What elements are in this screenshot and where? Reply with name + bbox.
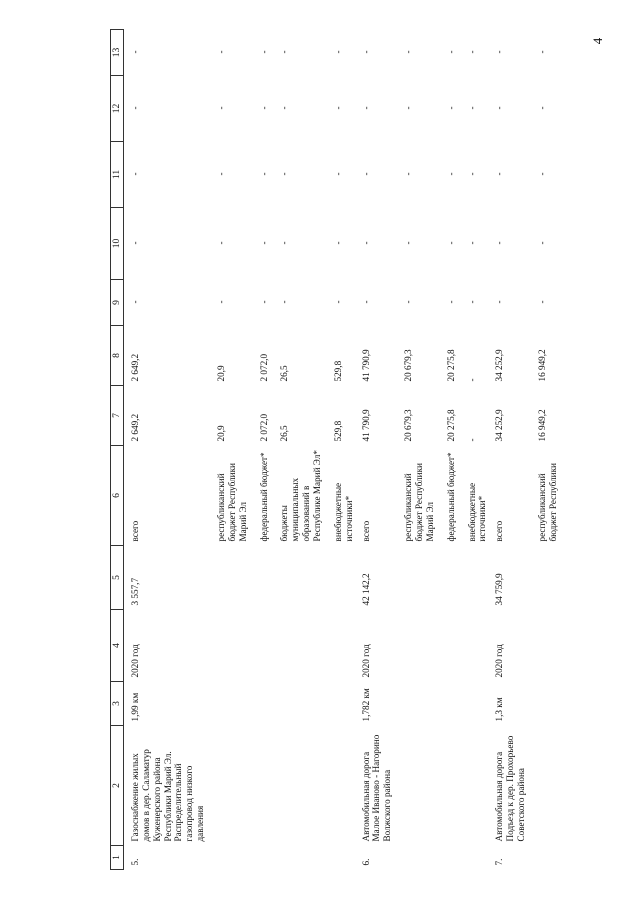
- table-row: [436, 30, 457, 870]
- object-length: 1,782 км: [360, 688, 371, 722]
- value-col-10: -: [494, 241, 505, 245]
- empty-cell: [527, 682, 559, 726]
- empty-cell: [457, 546, 489, 610]
- value-col-13: -: [445, 50, 456, 54]
- value-col-9: -: [445, 300, 456, 304]
- empty-cell: [436, 610, 457, 682]
- table-header: [111, 30, 124, 870]
- value-col-11: -: [130, 172, 140, 176]
- empty-cell: [249, 726, 270, 846]
- value-col-12: -: [279, 106, 290, 110]
- value-col-7: -: [466, 438, 477, 442]
- value-col-10: -: [445, 241, 456, 245]
- value-col-11: -: [216, 172, 227, 176]
- column-header-13: 13: [111, 30, 124, 76]
- value-col-10: -: [332, 241, 343, 245]
- table-row: [355, 30, 394, 870]
- estimated-cost: 3 557,7: [130, 577, 140, 606]
- funding-source: федеральный бюджет*: [258, 452, 269, 542]
- column-header-5: 5: [111, 546, 124, 610]
- empty-cell: [206, 846, 249, 870]
- empty-cell: [323, 846, 355, 870]
- value-col-9: -: [466, 300, 477, 304]
- table-row: [323, 30, 355, 870]
- completion-year: 2020 год: [130, 644, 140, 678]
- estimated-cost: 42 142,2: [360, 573, 371, 606]
- column-header-12: 12: [111, 76, 124, 142]
- table-body: [124, 30, 559, 870]
- funding-source: всего: [360, 520, 371, 542]
- empty-cell: [206, 682, 249, 726]
- row-number: 7.: [494, 858, 505, 866]
- value-col-10: -: [403, 241, 414, 245]
- empty-cell: [393, 610, 436, 682]
- funding-source: внебюджетные источники*: [466, 482, 488, 542]
- value-col-9: -: [258, 300, 269, 304]
- value-col-8: 20 679,3: [403, 349, 414, 382]
- column-header-4: 4: [111, 610, 124, 682]
- value-col-9: -: [360, 300, 371, 304]
- value-col-7: 16 949,2: [536, 409, 547, 442]
- object-length: 1,3 км: [494, 697, 505, 722]
- value-col-11: -: [279, 172, 290, 176]
- value-col-8: -: [466, 378, 477, 382]
- empty-cell: [527, 846, 559, 870]
- funding-source: бюджеты муниципальных образований в Республике Марий Эл*: [279, 450, 323, 542]
- value-col-7: 20 679,3: [403, 409, 414, 442]
- document-page: [110, 30, 558, 870]
- empty-cell: [269, 846, 322, 870]
- empty-cell: [436, 726, 457, 846]
- empty-cell: [269, 610, 322, 682]
- object-length: 1,99 км: [130, 692, 140, 722]
- funding-source: всего: [494, 520, 505, 542]
- empty-cell: [393, 546, 436, 610]
- empty-cell: [269, 726, 322, 846]
- value-col-8: 20 275,8: [445, 349, 456, 382]
- table-row: [527, 30, 559, 870]
- empty-cell: [393, 846, 436, 870]
- table-row: [393, 30, 436, 870]
- completion-year: 2020 год: [494, 644, 505, 678]
- value-col-13: -: [360, 50, 371, 54]
- value-col-8: 34 252,9: [494, 349, 505, 382]
- table-row: [206, 30, 249, 870]
- column-header-11: 11: [111, 142, 124, 208]
- value-col-10: -: [279, 241, 290, 245]
- row-number: 5.: [130, 858, 140, 866]
- value-col-10: -: [216, 241, 227, 245]
- value-col-11: -: [494, 172, 505, 176]
- funding-source: республиканский бюджет Республики: [536, 463, 558, 542]
- funding-source: федеральный бюджет*: [445, 452, 456, 542]
- value-col-10: -: [360, 241, 371, 245]
- table-row: [457, 30, 489, 870]
- financing-table: [110, 29, 559, 870]
- value-col-11: -: [466, 172, 477, 176]
- empty-cell: [249, 610, 270, 682]
- value-col-8: 16 949,2: [536, 349, 547, 382]
- value-col-13: -: [494, 50, 505, 54]
- table-row: [124, 30, 207, 870]
- table-row: [249, 30, 270, 870]
- empty-cell: [323, 546, 355, 610]
- value-col-9: -: [536, 300, 547, 304]
- value-col-13: -: [258, 50, 269, 54]
- value-col-10: -: [258, 241, 269, 245]
- value-col-13: -: [536, 50, 547, 54]
- value-col-13: -: [332, 50, 343, 54]
- empty-cell: [249, 682, 270, 726]
- value-col-12: -: [130, 106, 140, 110]
- value-col-12: -: [258, 106, 269, 110]
- empty-cell: [206, 610, 249, 682]
- column-header-3: 3: [111, 682, 124, 726]
- value-col-7: 2 649,2: [130, 413, 140, 442]
- empty-cell: [436, 546, 457, 610]
- value-col-9: -: [279, 300, 290, 304]
- empty-cell: [249, 546, 270, 610]
- empty-cell: [269, 682, 322, 726]
- value-col-7: 26,5: [279, 425, 290, 442]
- column-header-7: 7: [111, 386, 124, 446]
- value-col-11: -: [445, 172, 456, 176]
- value-col-12: -: [536, 106, 547, 110]
- funding-source: республиканский бюджет Республики Марий Эл: [216, 463, 248, 542]
- value-col-12: -: [332, 106, 343, 110]
- empty-cell: [249, 846, 270, 870]
- value-col-12: -: [466, 106, 477, 110]
- value-col-9: -: [216, 300, 227, 304]
- empty-cell: [436, 846, 457, 870]
- column-header-9: 9: [111, 280, 124, 326]
- object-name: Автомобильная дорога Малое Иваново - Нагорино Волжского района: [360, 734, 393, 842]
- empty-cell: [393, 682, 436, 726]
- funding-source: внебюджетные источники*: [332, 482, 354, 542]
- value-col-9: -: [494, 300, 505, 304]
- value-col-11: -: [258, 172, 269, 176]
- value-col-7: 34 252,9: [494, 409, 505, 442]
- empty-cell: [323, 682, 355, 726]
- value-col-10: -: [536, 241, 547, 245]
- value-col-7: 529,8: [332, 420, 343, 442]
- value-col-13: -: [216, 50, 227, 54]
- page-number: 4: [590, 37, 605, 45]
- value-col-8: 529,8: [332, 360, 343, 382]
- value-col-13: -: [130, 50, 140, 54]
- empty-cell: [457, 726, 489, 846]
- value-col-13: -: [466, 50, 477, 54]
- value-col-11: -: [403, 172, 414, 176]
- empty-cell: [393, 726, 436, 846]
- empty-cell: [323, 726, 355, 846]
- value-col-7: 41 790,9: [360, 409, 371, 442]
- value-col-10: -: [130, 241, 140, 245]
- value-col-12: -: [403, 106, 414, 110]
- table-row: [488, 30, 527, 870]
- table-row: [269, 30, 322, 870]
- empty-cell: [269, 546, 322, 610]
- value-col-12: -: [360, 106, 371, 110]
- empty-cell: [527, 546, 559, 610]
- empty-cell: [457, 682, 489, 726]
- value-col-9: -: [130, 300, 140, 304]
- column-header-6: 6: [111, 446, 124, 546]
- funding-source: республиканский бюджет Республики Марий Эл: [403, 463, 435, 542]
- value-col-8: 41 790,9: [360, 349, 371, 382]
- value-col-11: -: [332, 172, 343, 176]
- value-col-11: -: [536, 172, 547, 176]
- column-header-1: 1: [111, 846, 124, 870]
- empty-cell: [457, 610, 489, 682]
- object-name: Автомобильная дорога Подъезд к дер. Прохорьево Советского района: [494, 735, 527, 842]
- value-col-7: 20 275,8: [445, 409, 456, 442]
- value-col-7: 2 072,0: [258, 413, 269, 442]
- value-col-12: -: [216, 106, 227, 110]
- value-col-13: -: [279, 50, 290, 54]
- column-header-8: 8: [111, 326, 124, 386]
- funding-source: всего: [130, 520, 140, 542]
- value-col-13: -: [403, 50, 414, 54]
- column-header-10: 10: [111, 208, 124, 280]
- empty-cell: [527, 726, 559, 846]
- column-header-2: 2: [111, 726, 124, 846]
- value-col-10: -: [466, 241, 477, 245]
- value-col-11: -: [360, 172, 371, 176]
- value-col-8: 2 649,2: [130, 353, 140, 382]
- empty-cell: [323, 610, 355, 682]
- empty-cell: [206, 726, 249, 846]
- row-number: 6.: [360, 858, 371, 866]
- empty-cell: [457, 846, 489, 870]
- object-name: Газоснабжение жилых домов в дер. Саламатур Куженерского района Республики Марий Эл. Распределительный газопровод низкого давления: [130, 749, 206, 842]
- empty-cell: [527, 610, 559, 682]
- empty-cell: [206, 546, 249, 610]
- completion-year: 2020 год: [360, 644, 371, 678]
- value-col-8: 2 072,0: [258, 353, 269, 382]
- value-col-9: -: [403, 300, 414, 304]
- value-col-8: 20,9: [216, 365, 227, 382]
- value-col-12: -: [445, 106, 456, 110]
- value-col-12: -: [494, 106, 505, 110]
- value-col-9: -: [332, 300, 343, 304]
- empty-cell: [436, 682, 457, 726]
- value-col-8: 26,5: [279, 365, 290, 382]
- value-col-7: 20,9: [216, 425, 227, 442]
- estimated-cost: 34 759,9: [494, 573, 505, 606]
